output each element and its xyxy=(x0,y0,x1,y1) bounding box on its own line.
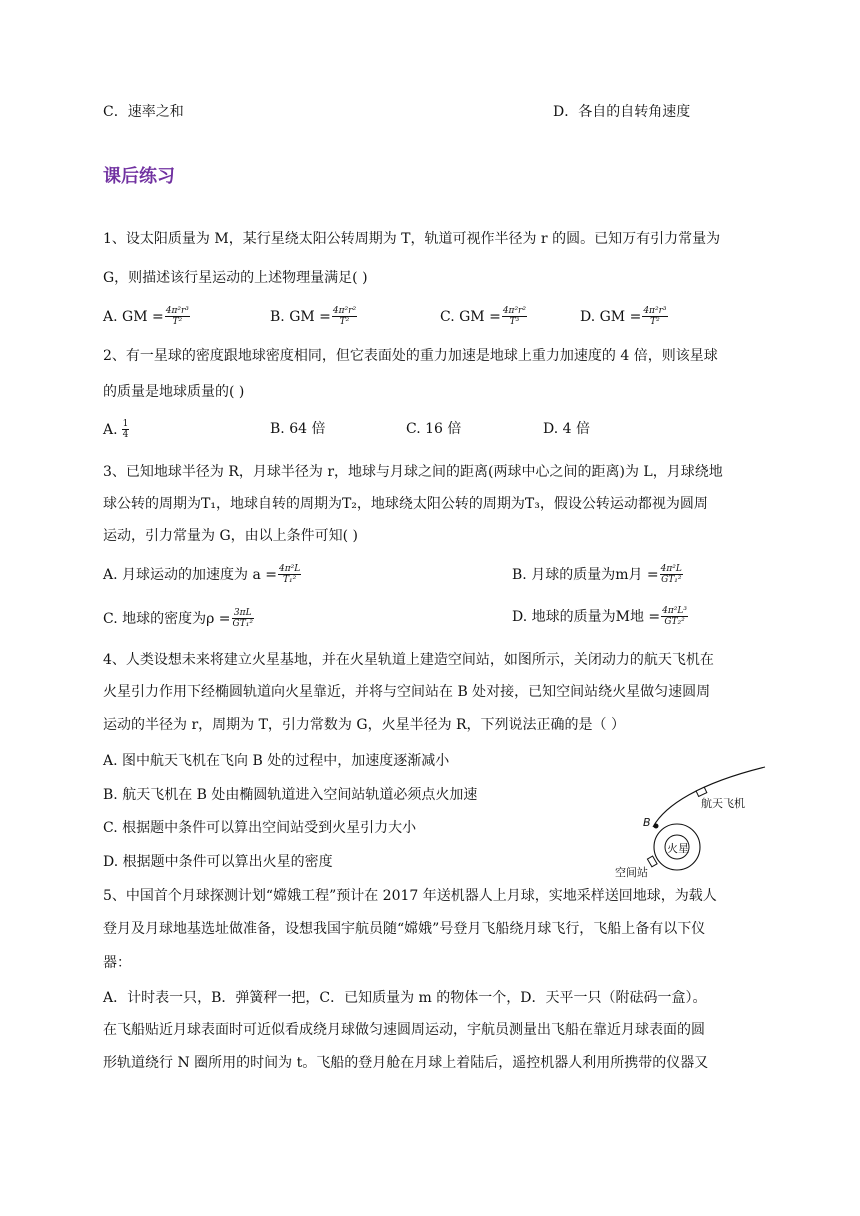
q1-option-b-prefix: B. GM = xyxy=(270,308,331,325)
q5-line6: 形轨道绕行 N 圈所用的时间为 t。飞船的登月舱在月球上着陆后，遥控机器人利用所携带的仪器又 xyxy=(103,1055,709,1071)
q2-option-a-fraction: $\frac{1}{4}$ xyxy=(122,419,129,440)
q3-option-b-prefix: B. 月球的质量为m月 = xyxy=(512,566,659,583)
q2-option-a-prefix: A. xyxy=(103,421,118,438)
q2-option-a xyxy=(103,419,130,440)
q1-option-a xyxy=(103,306,191,327)
q3-option-a-fraction: $\frac{\text{4π²L}}{\text{T₁²}}$ xyxy=(279,564,301,585)
q3-option-d-prefix: D. 地球的质量为M地 = xyxy=(512,608,661,625)
station-icon xyxy=(647,856,657,867)
q5-line1: 5、中国首个月球探测计划“嫦娥工程”预计在 2017 年送机器人上月球，实地采样送回地球，为载人 xyxy=(103,888,717,904)
q2-line1: 2、有一星球的密度跟地球密度相同，但它表面处的重力加速是地球上重力加速度的 4 倍，则该星球 xyxy=(103,348,718,364)
q1-option-b xyxy=(270,306,358,327)
q4-line1: 4、人类设想未来将建立火星基地，并在火星轨道上建造空间站，如图所示，关闭动力的航天飞机在 xyxy=(103,652,714,668)
q5-line4: A．计时表一只，B．弹簧秤一把，C．已知质量为 m 的物体一个，D．天平一只（附砝码一盒）。 xyxy=(103,990,707,1006)
q1-option-d-fraction: $\frac{\text{4π²r³}}{\text{T²}}$ xyxy=(643,306,667,327)
q4-option-d: D. 根据题中条件可以算出火星的密度 xyxy=(103,854,333,870)
q1-option-b-fraction: $\frac{\text{4π²r²}}{\text{T²}}$ xyxy=(332,306,357,327)
shuttle-icon xyxy=(696,787,707,796)
q3-option-a-prefix: A. 月球运动的加速度为 a = xyxy=(103,566,277,583)
point-b-marker xyxy=(654,824,659,829)
q4-line3: 运动的半径为 r，周期为 T，引力常数为 G，火星半径为 R，下列说法正确的是（ ） xyxy=(103,717,626,733)
q5-line3: 器： xyxy=(103,955,131,971)
shuttle-label: 航天飞机 xyxy=(701,797,745,810)
mars-orbit-diagram xyxy=(605,765,775,880)
q1-option-a-prefix: A. GM = xyxy=(103,308,164,325)
q2-line2: 的质量是地球质量的( ) xyxy=(103,384,245,400)
q1-option-d-prefix: D. GM = xyxy=(580,308,642,325)
q3-line1: 3、已知地球半径为 R，月球半径为 r，地球与月球之间的距离(两球中心之间的距离)为 L，月球绕地 xyxy=(103,464,723,480)
q3-option-c-prefix: C. 地球的密度为ρ = xyxy=(103,610,231,627)
q3-option-c-fraction: $\frac{3\pi L}{\text{GT₁²}}$ xyxy=(232,608,253,629)
q5-line2: 登月及月球地基选址做准备，设想我国宇航员随“嫦娥”号登月飞船绕月球飞行，飞船上备有以下仪 xyxy=(103,921,706,937)
q1-option-c-fraction: $\frac{\text{4π²r²}}{\text{T³}}$ xyxy=(502,306,526,327)
q3-option-b xyxy=(512,564,684,585)
q1-option-c xyxy=(440,306,528,327)
q4-option-b: B. 航天飞机在 B 处由椭圆轨道进入空间站轨道必须点火加速 xyxy=(103,787,478,803)
q1-option-a-fraction: $\frac{\text{4π²r³}}{\text{T²}}$ xyxy=(165,306,189,327)
option-d-prev: D．各自的自转角速度 xyxy=(553,104,691,120)
q2-option-c: C. 16 倍 xyxy=(406,421,462,437)
q1-line1: 1、设太阳质量为 M，某行星绕太阳公转周期为 T，轨道可视作半径为 r 的圆。已知万有引力常量为 xyxy=(103,231,721,247)
q4-option-c: C. 根据题中条件可以算出空间站受到火星引力大小 xyxy=(103,820,417,836)
q2-option-b: B. 64 倍 xyxy=(270,421,326,437)
q1-line2: G，则描述该行星运动的上述物理量满足( ) xyxy=(103,270,368,286)
point-b-label: B xyxy=(643,816,651,829)
station-label: 空间站 xyxy=(615,866,648,879)
q1-option-c-prefix: C. GM = xyxy=(440,308,501,325)
q3-option-a xyxy=(103,564,302,585)
q4-line2: 火星引力作用下经椭圆轨道向火星靠近，并将与空间站在 B 处对接，已知空间站绕火星做匀速圆周 xyxy=(103,684,711,700)
q3-option-c xyxy=(103,608,255,629)
q2-option-d: D. 4 倍 xyxy=(543,421,590,437)
q1-option-d xyxy=(580,306,669,327)
q3-line3: 运动，引力常量为 G，由以上条件可知( ) xyxy=(103,528,359,544)
mars-label: 火星 xyxy=(667,842,689,855)
q3-line2: 球公转的周期为T₁，地球自转的周期为T₂，地球绕太阳公转的周期为T₃，假设公转运动都视为圆周 xyxy=(103,496,708,512)
option-c-prev: C．速率之和 xyxy=(103,104,184,120)
q3-option-b-fraction: $\frac{\text{4π²L}}{\text{GT₁²}}$ xyxy=(660,564,682,585)
section-title: 课后练习 xyxy=(103,166,175,187)
q3-option-d-fraction: $\frac{\text{4π²L³}}{\text{GT₂²}}$ xyxy=(662,606,687,627)
q4-option-a: A. 图中航天飞机在飞向 B 处的过程中，加速度逐渐减小 xyxy=(103,753,450,769)
q3-option-d xyxy=(512,606,689,627)
q5-line5: 在飞船贴近月球表面时可近似看成绕月球做匀速圆周运动，宇航员测量出飞船在靠近月球表面的圆 xyxy=(103,1022,705,1038)
